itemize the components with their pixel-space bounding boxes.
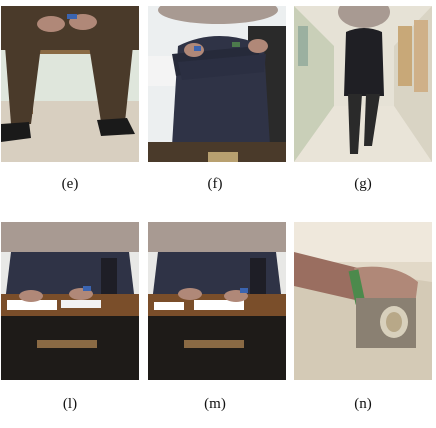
caption-e: (e) [61, 176, 79, 192]
photo-panel-n [294, 222, 432, 380]
photo-panel-l [1, 222, 139, 380]
hallway-walking-photo [294, 6, 432, 162]
writing-at-desk-photo [1, 222, 139, 380]
arms-crossed-photo [148, 6, 286, 162]
photo-panel-e [1, 6, 139, 162]
caption-l: (l) [62, 396, 78, 412]
caption-f: (f) [207, 176, 223, 192]
hand-holding-can-photo [294, 222, 432, 380]
photo-panel-g [294, 6, 432, 162]
writing-at-desk-photo-2 [148, 222, 286, 380]
photo-panel-m [148, 222, 286, 380]
caption-m: (m) [204, 396, 226, 412]
caption-n: (n) [354, 396, 372, 412]
photo-panel-f [148, 6, 286, 162]
seated-legs-photo [1, 6, 139, 162]
caption-g: (g) [354, 176, 372, 192]
